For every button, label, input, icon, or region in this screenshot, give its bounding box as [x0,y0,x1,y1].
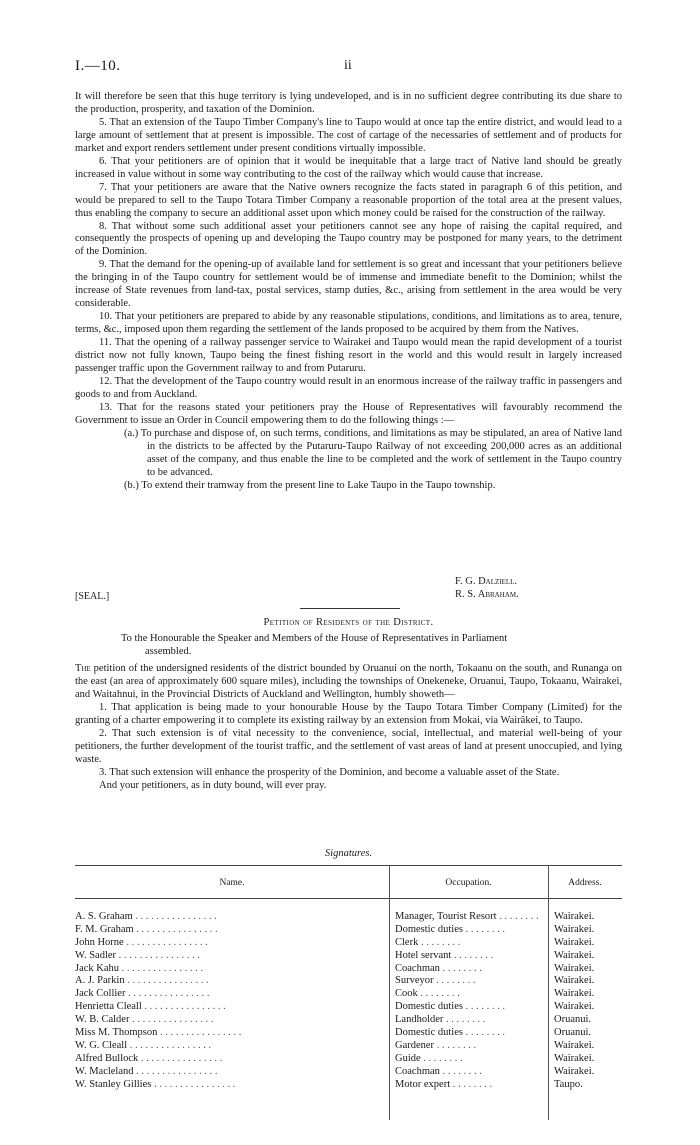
paragraph: 10. That your petitioners are prepared to abide by any reasonable stipulations, conditions, and limitations as to area, tenure, terms, &c., imposed upon them regarding the settlement of the lands proposed to be acquired by them from the Natives. [75,311,622,336]
leader-dots: . . . . . . . . [462,923,505,935]
signer-address: Wairakei. [554,1052,595,1064]
signer-occupation [395,937,545,950]
leader-dots: . . . . . . . . . . . . . . . . [129,1014,214,1026]
paragraph: And your petitioners, as in duty bound, will ever pray. [99,780,327,791]
signer-name [75,911,389,924]
signer-occupation-text: Motor expert [395,1078,451,1090]
signatures-table [75,865,622,1120]
signer-occupation-text: Domestic duties [395,1001,463,1013]
signer-occupation [395,1040,545,1053]
leader-dots: . . . . . . . . . . . . . . . . [132,911,217,922]
leader-dots: . . . . . . . . [439,962,482,974]
signer-occupation [395,1066,545,1079]
signer-name-text: W. Macleland [75,1065,134,1077]
table-row [75,950,622,963]
signer-name [75,1079,389,1092]
signer-address: Wairakei. [554,923,595,935]
signer-address: Wairakei. [554,911,595,922]
signer-address: Wairakei. [554,975,595,987]
leader-dots: . . . . . . . . [451,949,494,961]
signer-name-text: W. G. Cleall [75,1039,128,1051]
paragraph: 2. That such extension is of vital necessity to the convenience, social, intellectual, and material well-being of your petitioners, the further development of the tourist traffic, and the settlement of vast areas of land at present unoccupied, and lying waste. [75,728,622,765]
leader-dots: . . . . . . . . . . . . . . . . [141,1001,226,1013]
signer-occupation [395,1001,545,1014]
signer-address: Wairakei. [554,1065,595,1077]
seal-label: [SEAL.] [75,591,110,602]
intro-text: petition of the undersigned residents of the district bounded by Oruanui on the north, Tokaanu on the south, and Runanga on the east (an area of approximately 600 square miles), including the townships of Onekeneke, Oruanui, Taupo, Tokaanu, Wairakei, and Waitahnui, in the Provincial Districts of Auckland and Wellington, humbly showeth— [75,663,622,700]
column-header-address: Address. [568,878,602,888]
table-row [75,963,622,976]
signer-occupation [395,950,545,963]
signer-address: Wairakei. [554,936,595,948]
signer-occupation-text: Cook [395,988,418,1000]
leader-dots: . . . . . . . . . . . . . . . . [125,988,210,1000]
table-row [75,937,622,950]
signer-address: Oruanui. [554,1014,592,1026]
leader-dots: . . . . . . . . . . . . . . . . [133,1065,218,1077]
addressee-line: To the Honourable the Speaker and Members of the House of Representatives in Parliament [121,633,508,644]
signer-address: Wairakei. [554,1039,595,1051]
table-row [75,1079,622,1092]
signer-address: Wairakei. [554,1001,595,1013]
signer-occupation-text: Guide [395,1052,421,1064]
signer-name-text: A. S. Graham [75,911,133,922]
leader-dots: . . . . . . . . [462,1001,505,1013]
table-row [75,1014,622,1027]
signer-name-text: Jack Collier [75,988,126,1000]
signer-occupation [395,911,545,924]
signer-name-text: Jack Kahu [75,962,120,974]
leader-dots: . . . . . . . . [439,1065,482,1077]
leader-dots: . . . . . . . . . . . . . . . . [119,962,204,974]
paragraph: 13. That for the reasons stated your petitioners pray the House of Representatives will favourably recommend the Government to issue an Order in Council empowering them to do the following things :— [75,401,622,426]
paragraph: 7. That your petitioners are aware that the Native owners recognize the facts stated in paragraph 6 of this petition, and would be prepared to sell to the Taupo Totara Timber Company a reasonable proportion of the total area at the present values, thus enabling the company to secure an additional asset upon which money could be raised for the construction of the railway. [75,181,622,219]
leader-dots: . . . . . . . . [418,936,461,948]
signer-name [75,1014,389,1027]
list-item: (a.) To purchase and dispose of, on such terms, conditions, and limitations as may be stipulated, an area of Native land in the districts to be affected by the Putaruru-Taupo Railway of not exceeding 200,000 acres as an additional asset of the company, and thus enable the line to be completed and the work of settlement in the Taupo country to be advanced. [124,427,622,478]
petition-body [75,91,622,493]
table-row [75,1001,622,1014]
signer-name [75,1066,389,1079]
leader-dots: . . . . . . . . [443,1014,486,1026]
paragraph: 1. That application is being made to your honourable House by the Taupo Totara Timber Company (Limited) for the granting of a charter empowering it to complete its existing railway by an extension from Mokai, via Wairâkei, to Taupo. [75,702,622,726]
table-row [75,1027,622,1040]
signer-occupation-text: Manager, Tourist Resort [395,911,497,922]
signatory-name: R. S. Abraham. [455,589,519,600]
document-reference: I.—10. [75,58,121,74]
signer-occupation [395,963,545,976]
leader-dots: . . . . . . . . . . . . . . . . [124,975,209,987]
signer-name-text: W. B. Calder [75,1014,130,1026]
leader-dots: . . . . . . . . [462,1027,505,1039]
column-header-name: Name. [219,878,245,888]
signer-name [75,924,389,937]
signer-occupation [395,924,545,937]
page-number: ii [344,58,352,73]
signer-name [75,963,389,976]
signer-address: Wairakei. [554,988,595,1000]
leader-dots: . . . . . . . . [496,911,539,922]
signer-address: Taupo. [554,1078,583,1090]
paragraph: 6. That your petitioners are of opinion that it would be inequitable that a large tract of Native land should be greatly increased in value without in some way contributing to the cost of the railway which would cause that increase. [75,155,622,180]
signer-occupation [395,988,545,1001]
signer-name-text: John Horne [75,936,124,948]
signer-occupation-text: Landholder [395,1014,444,1026]
table-row [75,911,622,924]
signer-name [75,1027,389,1040]
signatures-heading: Signatures. [324,848,373,859]
signer-address: Wairakei. [554,962,595,974]
leader-dots: . . . . . . . . . . . . . . . . [133,923,218,935]
signer-name-text: F. M. Graham [75,923,134,935]
signature-block [75,575,622,605]
signer-name [75,950,389,963]
signer-occupation-text: Coachman [395,962,440,974]
signer-name-text: Miss M. Thompson [75,1027,158,1039]
paragraph: 8. That without some such additional asset your petitioners cannot see any hope of raising the capital required, and consequently the prospects of opening up and developing the Taupo country may be postponed for many years, to the detriment of the Dominion. [75,220,622,258]
paragraph: 5. That an extension of the Taupo Timber Company's line to Taupo would at once tap the entire district, and would lead to a large amount of settlement that at present is impossible. The cost of cartage of the necessaries of settlement and of products for market and export renders settlement under present conditions virtually impossible. [75,116,622,154]
signer-name-text: Alfred Bullock [75,1052,139,1064]
signer-address: Oruanui. [554,1027,592,1039]
paragraph [75,662,622,701]
signer-name-text: W. Stanley Gillies [75,1078,152,1090]
petition2-body [75,632,622,792]
table-body [75,911,622,1091]
paragraph: It will therefore be seen that this huge territory is lying undeveloped, and is in no sufficient degree contributing its due share to the production, prosperity, and taxation of the Dominion. [75,91,622,115]
signer-address: Wairakei. [554,949,595,961]
addressee-line: assembled. [145,646,192,657]
table-row [75,975,622,988]
signer-name-text: Henrietta Cleall [75,1001,142,1013]
leader-dots: . . . . . . . . [450,1078,493,1090]
signer-occupation-text: Domestic duties [395,923,463,935]
signer-occupation-text: Coachman [395,1065,440,1077]
intro-first-word: The [75,663,91,674]
leader-dots: . . . . . . . . . . . . . . . . [116,949,201,961]
signer-occupation-text: Hotel servant [395,949,452,961]
table-row [75,924,622,937]
table-row [75,1053,622,1066]
signer-name-text: A. J. Parkin [75,975,125,987]
leader-dots: . . . . . . . . [433,975,476,987]
signer-occupation-text: Gardener [395,1039,435,1051]
signer-occupation [395,1027,545,1040]
paragraph: 11. That the opening of a railway passenger service to Wairakei and Taupo would mean the rapid development of a tourist district now not fully known, Taupo being the finest fishing resort in the world and this would result in largely increased passenger traffic upon the Government railway to and from Putaruru. [75,337,622,375]
signer-name [75,1001,389,1014]
leader-dots: . . . . . . . . . . . . . . . . [138,1052,223,1064]
section-divider [300,608,400,609]
paragraph: 9. That the demand for the opening-up of available land for settlement is so great and incessant that your petitioners believe the bringing in of the Taupo country for settlement would be of immense and immediate benefit to the Dominion; whilst the increase of State revenues from land-tax, postal services, stamp duties, &c., arising from settlement in the area would be very considerable. [75,259,622,310]
leader-dots: . . . . . . . . . . . . . . . . [127,1039,212,1051]
signer-name [75,975,389,988]
addressee [75,632,622,658]
section-title: Petition of Residents of the District. [263,617,434,628]
signer-name [75,1040,389,1053]
signer-name [75,937,389,950]
signer-name [75,988,389,1001]
signer-occupation [395,975,545,988]
signer-occupation-text: Domestic duties [395,1027,463,1039]
signer-occupation [395,1079,545,1092]
leader-dots: . . . . . . . . . . . . . . . . [123,936,208,948]
leader-dots: . . . . . . . . [420,1052,463,1064]
table-row [75,1040,622,1053]
signer-name [75,1053,389,1066]
signer-occupation-text: Clerk [395,936,419,948]
leader-dots: . . . . . . . . [417,988,460,1000]
column-header-occupation: Occupation. [445,878,492,888]
signer-occupation-text: Surveyor [395,975,434,987]
table-header-rule [75,898,622,899]
table-row [75,988,622,1001]
signatory-name: F. G. Dalziell. [455,576,518,587]
leader-dots: . . . . . . . . . . . . . . . . [157,1027,242,1039]
table-row [75,1066,622,1079]
paragraph: 12. That the development of the Taupo country would result in an enormous increase of the railway traffic in passengers and goods to and from Auckland. [75,375,622,400]
list-item: (b.) To extend their tramway from the present line to Lake Taupo in the Taupo township. [124,479,496,491]
signer-occupation [395,1053,545,1066]
leader-dots: . . . . . . . . [434,1039,477,1051]
paragraph: 3. That such extension will enhance the prosperity of the Dominion, and become a valuable asset of the State. [99,767,560,778]
signer-name-text: W. Sadler [75,949,117,961]
leader-dots: . . . . . . . . . . . . . . . . [151,1078,236,1090]
table-top-rule [75,865,622,866]
signer-occupation [395,1014,545,1027]
